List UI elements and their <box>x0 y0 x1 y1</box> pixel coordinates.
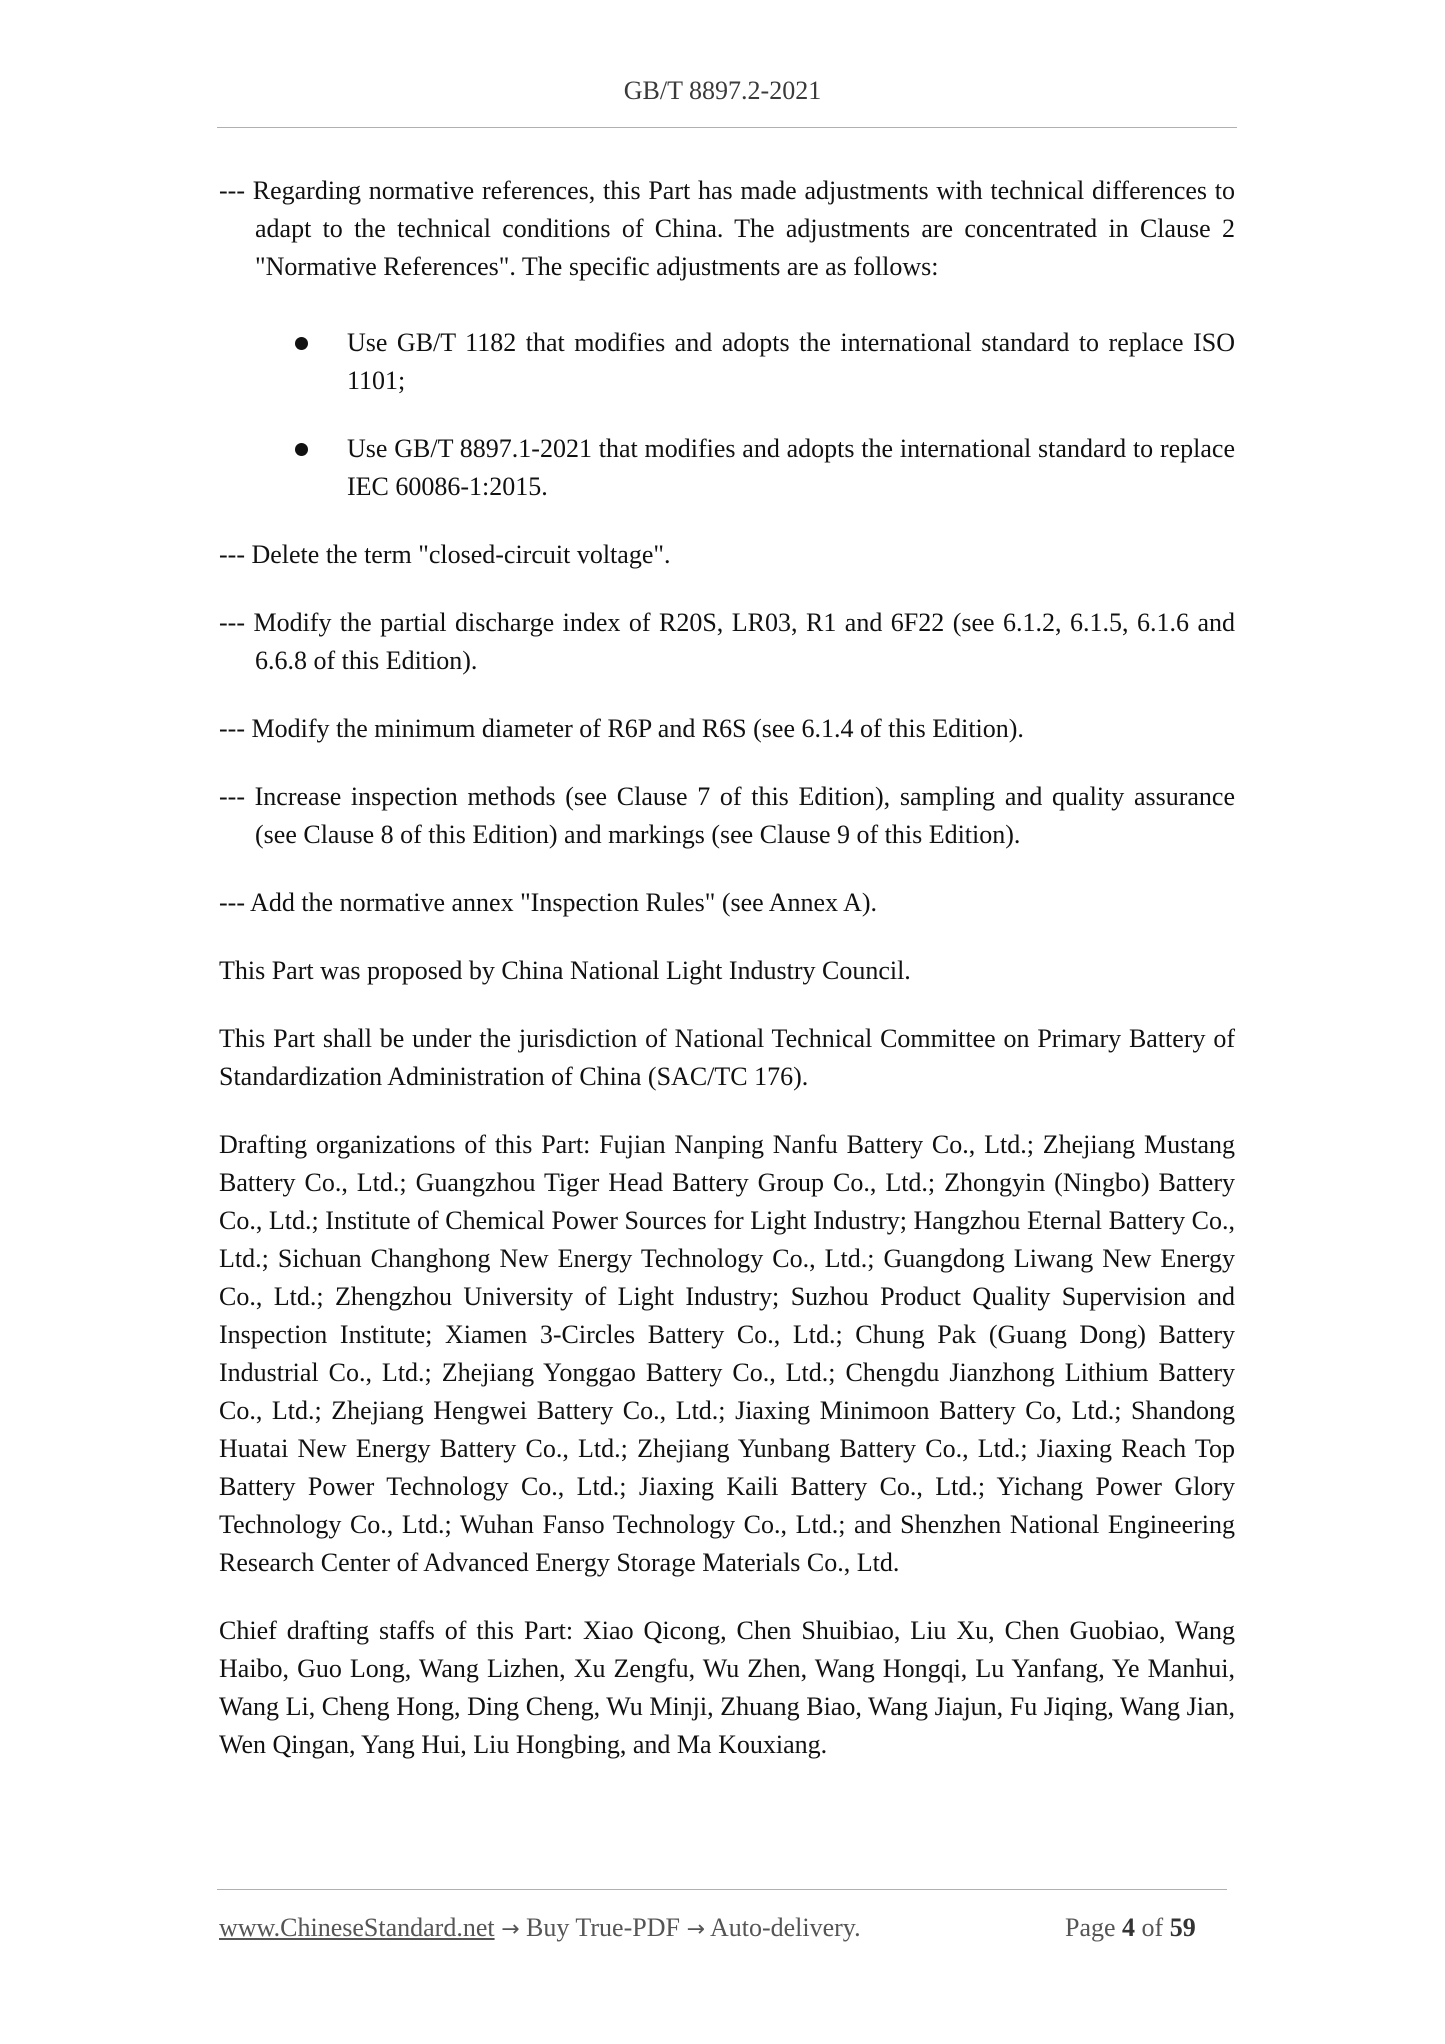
page-indicator <box>1065 1913 1196 1943</box>
paragraph-jurisdiction: This Part shall be under the jurisdiction of National Technical Committee on Primary Battery of Standardization Administration of China (SAC/TC 176). <box>219 1024 1235 1091</box>
paragraph-drafting-organizations: Drafting organizations of this Part: Fujian Nanping Nanfu Battery Co., Ltd.; Zhejiang Mustang Battery Co., Ltd.; Guangzhou Tiger Head Battery Group Co., Ltd.; Zhongyin (Ningbo) Battery Co., Ltd.; Institute of Chemical Power Sources for Light Industry; Hangzhou Eternal Battery Co., Ltd.; Sichuan Changhong New Energy Technology Co., Ltd.; Guangdong Liwang New Energy Co., Ltd.; Zhengzhou University of Light Industry; Suzhou Product Quality Supervision and Inspection Institute; Xiamen 3-Circles Battery Co., Ltd.; Chung Pak (Guang Dong) Battery Industrial Co., Ltd.; Zhejiang Yonggao Battery Co., Ltd.; Chengdu Jianzhong Lithium Battery Co., Ltd.; Zhejiang Hengwei Battery Co., Ltd.; Jiaxing Minimoon Battery Co, Ltd.; Shandong Huatai New Energy Battery Co., Ltd.; Zhejiang Yunbang Battery Co., Ltd.; Jiaxing Reach Top Battery Power Technology Co., Ltd.; Jiaxing Kaili Battery Co., Ltd.; Yichang Power Glory Technology Co., Ltd.; Wuhan Fanso Technology Co., Ltd.; and Shenzhen National Engineering Research Center of Advanced Energy Storage Materials Co., Ltd. <box>219 1130 1235 1577</box>
arrow-right-icon: → <box>501 1917 520 1942</box>
page-label: Page <box>1065 1913 1116 1942</box>
header-divider <box>217 127 1237 128</box>
page-number: 4 <box>1122 1913 1136 1942</box>
dash-item: --- Add the normative annex "Inspection Rules" (see Annex A). <box>219 888 878 917</box>
total-pages: 59 <box>1169 1913 1196 1942</box>
header-title: GB/T 8897.2-2021 <box>623 76 822 105</box>
footer <box>219 1913 1219 1943</box>
website-link[interactable]: www.ChineseStandard.net <box>219 1913 495 1942</box>
footer-divider <box>217 1889 1227 1890</box>
bullet-item <box>219 324 1235 400</box>
bullet-dot-icon <box>295 443 308 456</box>
dash-item: --- Increase inspection methods (see Clause 7 of this Edition), sampling and quality assurance (see Clause 8 of this Edition) and markings (see Clause 9 of this Edition). <box>219 782 1235 849</box>
auto-delivery-text: Auto-delivery. <box>709 1913 861 1942</box>
bullet-text: Use GB/T 1182 that modifies and adopts the international standard to replace ISO 1101; <box>347 328 1235 395</box>
dash-item: --- Delete the term "closed-circuit voltage". <box>219 540 671 569</box>
buy-true-pdf-text: Buy True-PDF <box>526 1913 680 1942</box>
bullet-text: Use GB/T 8897.1-2021 that modifies and adopts the international standard to replace IEC 60086-1:2015. <box>347 434 1235 501</box>
paragraph-proposed-by: This Part was proposed by China National Light Industry Council. <box>219 956 911 985</box>
arrow-right-icon: → <box>686 1917 705 1942</box>
dash-item: --- Modify the minimum diameter of R6P and R6S (see 6.1.4 of this Edition). <box>219 714 1024 743</box>
dash-item: --- Modify the partial discharge index of R20S, LR03, R1 and 6F22 (see 6.1.2, 6.1.5, 6.1.6 and 6.6.8 of this Edition). <box>219 608 1235 675</box>
bullet-item <box>219 430 1235 506</box>
dash-item-normative-references: --- Regarding normative references, this Part has made adjustments with technical differences to adapt to the technical conditions of China. The adjustments are concentrated in Clause 2 "Normative References". The specific adjustments are as follows: <box>219 176 1235 281</box>
bullet-dot-icon <box>295 337 308 350</box>
document-body <box>219 172 1235 1794</box>
of-label: of <box>1141 1913 1164 1942</box>
paragraph-drafting-staff: Chief drafting staffs of this Part: Xiao Qicong, Chen Shuibiao, Liu Xu, Chen Guobiao, Wang Haibo, Guo Long, Wang Lizhen, Xu Zengfu, Wu Zhen, Wang Hongqi, Lu Yanfang, Ye Manhui, Wang Li, Cheng Hong, Ding Cheng, Wu Minji, Zhuang Biao, Wang Jiajun, Fu Jiqing, Wang Jian, Wen Qingan, Yang Hui, Liu Hongbing, and Ma Kouxiang. <box>219 1616 1235 1759</box>
